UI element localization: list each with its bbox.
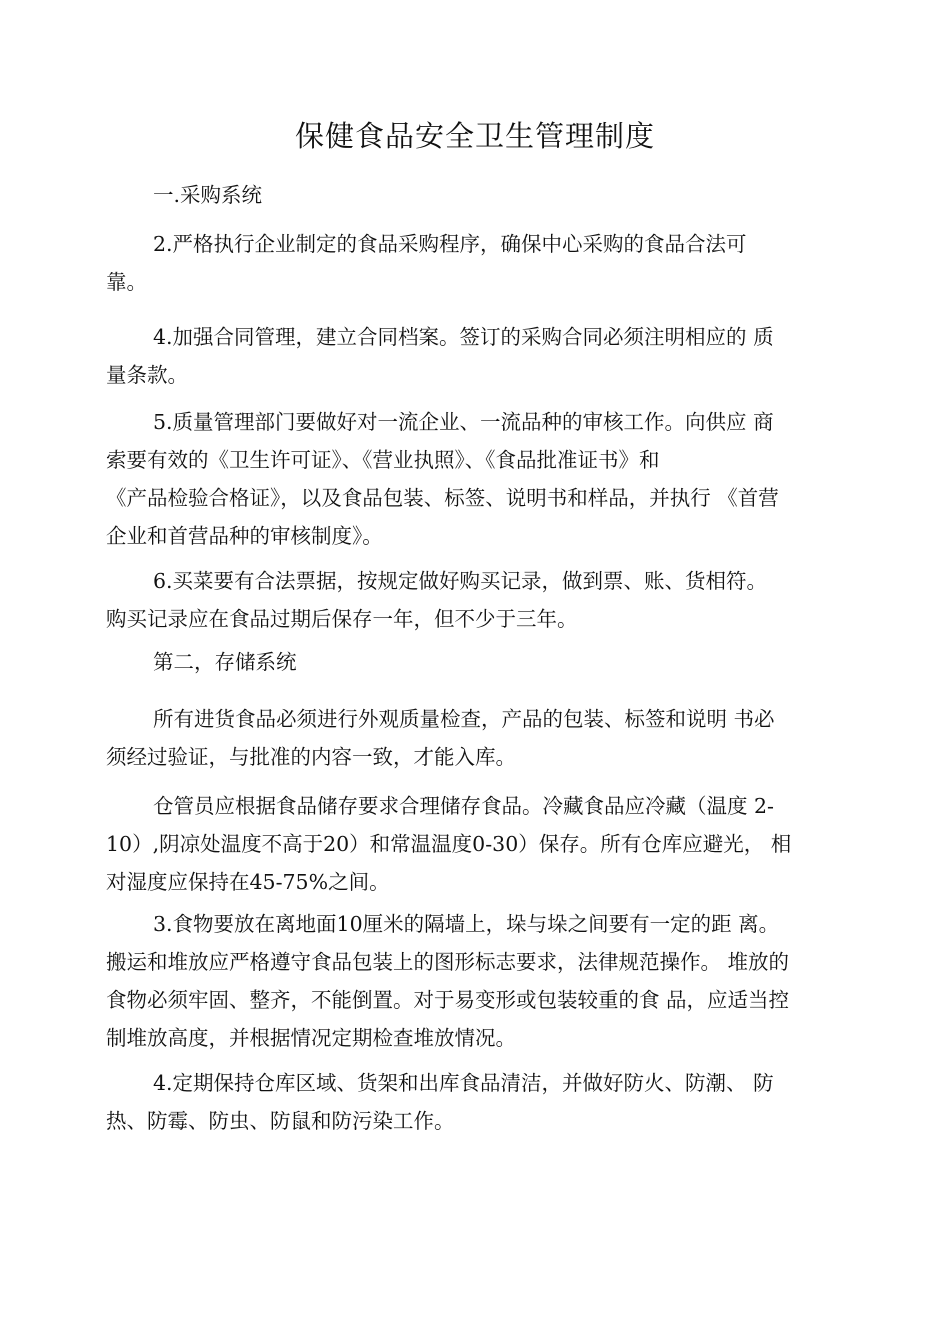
- text-line: 须经过验证，与批准的内容一致，才能入库。: [106, 745, 516, 769]
- text-line: 2.严格执行企业制定的食品采购程序，确保中心采购的食品合法可: [153, 232, 747, 256]
- text-line: 对湿度应保持在45-75%之间。: [106, 870, 390, 894]
- text-line: 企业和首营品种的审核制度》。: [106, 524, 383, 548]
- text-line: 5.质量管理部门要做好对一流企业、一流品种的审核工作。向供应 商: [153, 410, 774, 434]
- paragraph: [106, 403, 858, 555]
- text-line: 制堆放高度，并根据情况定期检查堆放情况。: [106, 1026, 516, 1050]
- text-line: 量条款。: [106, 363, 188, 387]
- text-line: 靠。: [106, 270, 147, 294]
- paragraph: [106, 225, 858, 301]
- paragraph: [106, 318, 858, 394]
- text-line: 搬运和堆放应严格遵守食品包装上的图形标志要求，法律规范操作。 堆放的: [106, 950, 790, 974]
- text-line: 索要有效的《卫生许可证》、《营业执照》、《食品批准证书》和: [106, 448, 660, 472]
- text-line: 购买记录应在食品过期后保存一年，但不少于三年。: [106, 607, 578, 631]
- document-title: 保健食品安全卫生管理制度: [294, 119, 655, 153]
- section-heading: [106, 176, 858, 214]
- paragraph: [106, 700, 858, 776]
- text-line: 3.食物要放在离地面10厘米的隔墙上，垛与垛之间要有一定的距 离。: [153, 912, 780, 936]
- text-line: 4.定期保持仓库区域、货架和出库食品清洁，并做好防火、防潮、 防: [153, 1071, 774, 1095]
- section-heading: [106, 643, 858, 681]
- paragraph: [106, 1064, 858, 1140]
- text-line: 6.买菜要有合法票据，按规定做好购买记录，做到票、账、货相符。: [153, 569, 768, 593]
- text-line: 4.加强合同管理，建立合同档案。签订的采购合同必须注明相应的 质: [153, 325, 774, 349]
- text-line: 热、防霉、防虫、防鼠和防污染工作。: [106, 1109, 455, 1133]
- paragraph: [106, 787, 858, 901]
- paragraph: [106, 562, 858, 638]
- text-line: 10）,阴凉处温度不高于20）和常温温度0-30）保存。所有仓库应避光， 相: [106, 832, 792, 856]
- text-line: 所有进货食品必须进行外观质量检查，产品的包装、标签和说明 书必: [153, 707, 775, 731]
- text-line: 仓管员应根据食品储存要求合理储存食品。冷藏食品应冷藏（温度 2-: [153, 794, 774, 818]
- text-line: 一.采购系统: [153, 183, 263, 207]
- text-line: 《产品检验合格证》，以及食品包装、标签、说明书和样品，并执行 《首营: [106, 486, 779, 510]
- text-line: 第二，存储系统: [153, 650, 297, 674]
- paragraph: [106, 905, 858, 1057]
- text-line: 食物必须牢固、整齐，不能倒置。对于易变形或包装较重的食 品，应适当控: [106, 988, 790, 1012]
